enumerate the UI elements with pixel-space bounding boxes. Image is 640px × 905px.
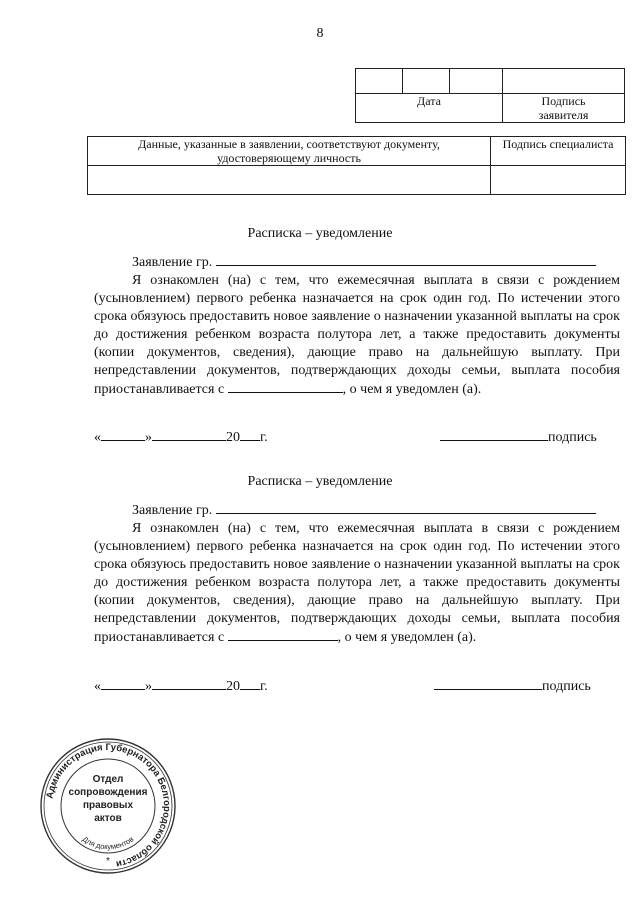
receipt-1-signature-line: подпись [440,428,597,446]
stamp-center-line-4: актов [94,813,122,824]
specialist-signature-label: Подпись специалиста [491,137,626,166]
applicant-label: Заявление гр. [132,503,213,518]
applicant-signature-label: Подпись заявителя [503,94,625,123]
receipt-2-title: Расписка – уведомление [247,474,393,489]
applicant-name-line [216,501,596,514]
stamp-ring-text: Администрация Губернатора Белгородской области [44,741,173,870]
id-match-cell [88,166,491,195]
date-signature-table [355,68,625,123]
official-stamp [38,736,178,876]
specialist-check-table [87,136,626,195]
stamp-star: * [106,856,110,867]
stamp-center-line-1: Отдел [92,774,124,785]
id-match-label: Данные, указанные в заявлении, соответствуют документу, удостоверяющему личность [88,137,491,166]
page-number: 8 [316,26,324,41]
date-cell-day [356,69,403,94]
applicant-label: Заявление гр. [132,255,213,270]
receipt-1-body: Заявление гр. Я ознакомлен (на) с тем, что ежемесячная выплата в связи с рождением (усыновлением) первого ребенка назначается на срок один год. По истечении этого срока обязуюсь предоставить новое заявление о назначении указанной выплаты на срок до достижения ребенком возраста полутора лет, а также предоставить документы (копии документов, сведения), дающие право на дальнейшую выплату. При непредставлении документов, подтверждающих доходы семьи, выплата пособия приостанавливается с , о чем я уведомлен (а). [94,255,620,397]
date-cell-month [403,69,450,94]
stamp-bottom-text: Для документов [80,834,136,852]
specialist-signature-cell [491,166,626,195]
receipt-2-date-line: « » 20 г. [94,679,268,694]
stamp-center-line-3: правовых [82,800,134,811]
receipt-2-body: Заявление гр. Я ознакомлен (на) с тем, что ежемесячная выплата в связи с рождением (усыновлением) первого ребенка назначается на срок один год. По истечении этого срока обязуюсь предоставить новое заявление о назначении указанной выплаты на срок до достижения ребенком возраста полутора лет, а также предоставить документы (копии документов, сведения), дающие право на дальнейшую выплату. При непредставлении документов, подтверждающих доходы семьи, выплата пособия приостанавливается с , о чем я уведомлен (а). [94,503,620,645]
date-label: Дата [356,94,503,123]
suspension-date-line [228,380,343,393]
receipt-2-signature-line: подпись [434,677,591,695]
suspension-date-line [228,628,338,641]
stamp-center-line-2: сопровождения [68,787,148,798]
receipt-1-title: Расписка – уведомление [247,226,393,241]
receipt-1-date-line: « » 20 г. [94,430,268,445]
applicant-name-line [216,253,596,266]
applicant-signature-cell [503,69,625,94]
date-cell-year [450,69,503,94]
